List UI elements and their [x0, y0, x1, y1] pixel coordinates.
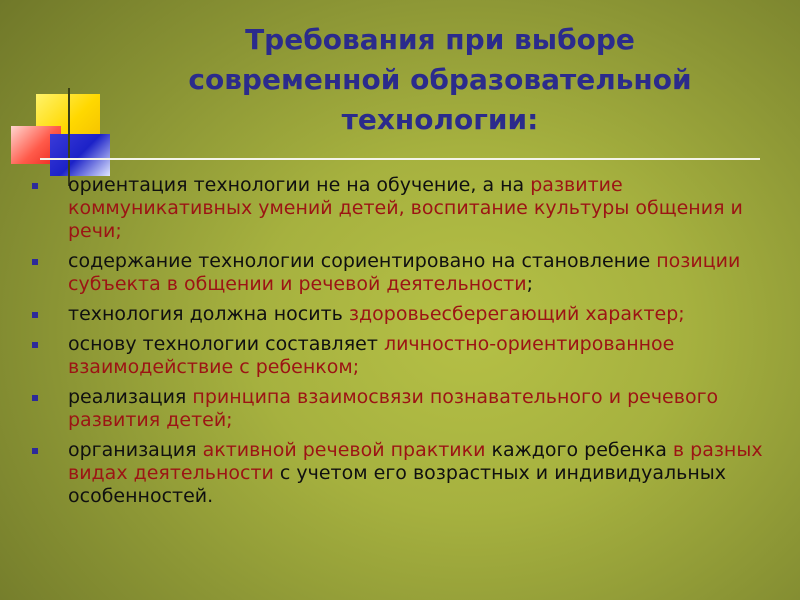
- vertical-line-decoration: [68, 88, 70, 186]
- item-text: каждого ребенка: [485, 439, 673, 461]
- title-line-2: современной образовательной: [188, 63, 692, 96]
- title-line-1: Требования при выборе: [245, 23, 635, 56]
- item-text: ;: [526, 273, 534, 295]
- list-item: [68, 333, 788, 379]
- item-text: технология должна носить: [68, 303, 349, 325]
- bullet-icon: [32, 183, 38, 189]
- title-line-3: технологии:: [341, 103, 539, 136]
- item-text: ориентация технологии не на обучение, а на: [68, 174, 531, 196]
- item-highlight: личностно-ориентированное взаимодействие с ребенком;: [68, 333, 675, 378]
- item-highlight: позиции субъекта в общении и речевой деятельности: [68, 250, 741, 295]
- item-highlight: принципа взаимосвязи познавательного и речевого развития детей;: [68, 386, 719, 431]
- item-text: с учетом его возрастных и индивидуальных особенностей.: [68, 462, 727, 507]
- list-item: [68, 250, 788, 296]
- bullet-icon: [32, 342, 38, 348]
- list-item: [68, 303, 788, 326]
- item-highlight: здоровьесберегающий характер;: [348, 303, 685, 325]
- requirements-list: [68, 174, 788, 515]
- list-item: [68, 174, 788, 243]
- item-text: организация: [68, 439, 203, 461]
- bullet-icon: [32, 448, 38, 454]
- bullet-icon: [32, 259, 38, 265]
- list-item: [68, 439, 788, 508]
- list-item: [68, 386, 788, 432]
- slide-title: [150, 20, 730, 140]
- bullet-icon: [32, 395, 38, 401]
- item-text: реализация: [68, 386, 193, 408]
- item-highlight: развитие коммуникативных умений детей, воспитание культуры общения и речи;: [68, 174, 743, 242]
- title-underline: [40, 158, 760, 160]
- item-highlight: в разных видах деятельности: [68, 439, 763, 484]
- bullet-icon: [32, 312, 38, 318]
- item-text: содержание технологии сориентировано на становление: [68, 250, 657, 272]
- blue-square-decoration: [50, 134, 110, 176]
- item-highlight: активной речевой практики: [202, 439, 486, 461]
- item-text: основу технологии составляет: [68, 333, 384, 355]
